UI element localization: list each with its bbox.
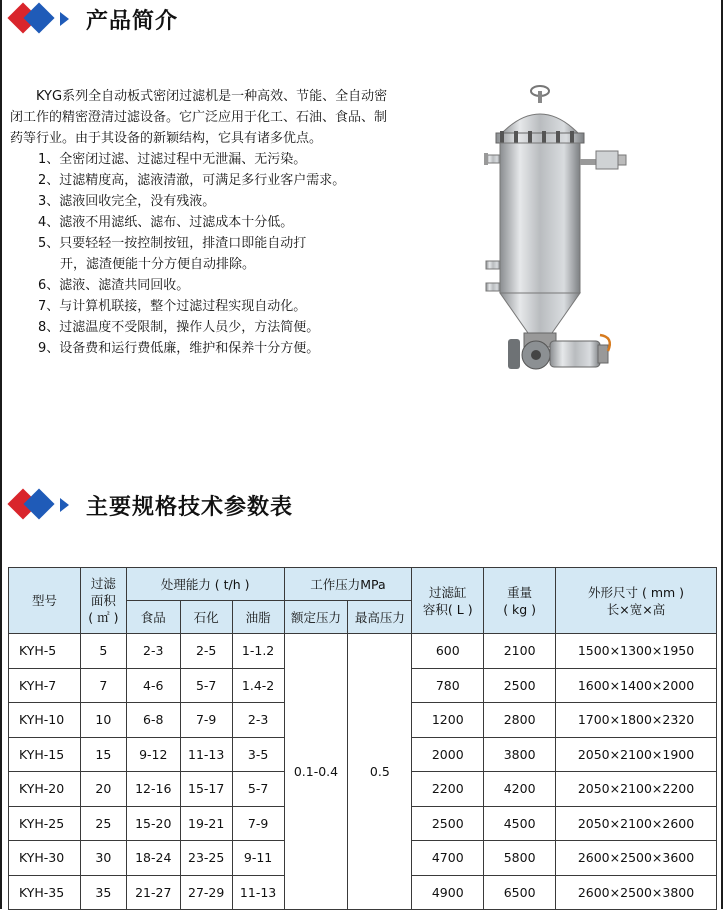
cell-petro: 15-17 <box>180 772 232 807</box>
cell-volume: 2200 <box>412 772 484 807</box>
advantage-item: 3、滤液回收完全，没有残液。 <box>38 194 216 209</box>
cell-weight: 6500 <box>484 875 556 910</box>
cell-volume: 1200 <box>412 703 484 738</box>
cell-petro: 7-9 <box>180 703 232 738</box>
cell-model: KYH-30 <box>9 841 81 876</box>
header-volume: 过滤缸 容积( L ) <box>412 568 484 634</box>
cell-weight: 3800 <box>484 737 556 772</box>
intro-text <box>10 86 390 359</box>
cell-dims: 2600×2500×3800 <box>556 875 717 910</box>
cell-food: 18-24 <box>126 841 180 876</box>
cell-food: 6-8 <box>126 703 180 738</box>
cell-petro: 23-25 <box>180 841 232 876</box>
cell-model: KYH-15 <box>9 737 81 772</box>
header-max-pressure: 最高压力 <box>348 601 412 634</box>
cell-petro: 19-21 <box>180 806 232 841</box>
cell-area: 20 <box>80 772 126 807</box>
cell-oil: 1.4-2 <box>232 668 284 703</box>
header-pressure: 工作压力MPa <box>284 568 412 601</box>
cell-dims: 2050×2100×1900 <box>556 737 717 772</box>
cell-dims: 1500×1300×1950 <box>556 634 717 669</box>
advantage-item: 9、设备费和运行费低廉，维护和保养十分方便。 <box>38 341 320 356</box>
cell-area: 25 <box>80 806 126 841</box>
cell-model: KYH-35 <box>9 875 81 910</box>
section-heading-intro <box>8 2 178 36</box>
advantage-item: 2、过滤精度高，滤液清澈，可满足多行业客户需求。 <box>38 173 346 188</box>
cell-food: 2-3 <box>126 634 180 669</box>
advantage-list <box>10 149 390 359</box>
cell-weight: 2500 <box>484 668 556 703</box>
advantage-item: 5、只要轻轻一按控制按钮，排渣口即能自动打 开，滤渣便能十分方便自动排除。 <box>38 236 307 272</box>
spec-table-body <box>9 634 717 910</box>
cell-volume: 4700 <box>412 841 484 876</box>
cell-petro: 11-13 <box>180 737 232 772</box>
cell-model: KYH-5 <box>9 634 81 669</box>
cell-dims: 1700×1800×2320 <box>556 703 717 738</box>
advantage-item: 4、滤液不用滤纸、滤布、过滤成本十分低。 <box>38 215 294 230</box>
table-row <box>9 634 717 669</box>
cell-weight: 5800 <box>484 841 556 876</box>
diamond-bullet-icon <box>8 488 70 522</box>
cell-oil: 9-11 <box>232 841 284 876</box>
cell-max-pressure: 0.5 <box>348 634 412 910</box>
cell-petro: 27-29 <box>180 875 232 910</box>
cell-model: KYH-10 <box>9 703 81 738</box>
cell-model: KYH-25 <box>9 806 81 841</box>
cell-volume: 2000 <box>412 737 484 772</box>
cell-oil: 11-13 <box>232 875 284 910</box>
advantage-item: 1、全密闭过滤、过滤过程中无泄漏、无污染。 <box>38 152 307 167</box>
header-model: 型号 <box>9 568 81 634</box>
cell-dims: 2600×2500×3600 <box>556 841 717 876</box>
advantage-item: 8、过滤温度不受限制，操作人员少，方法简便。 <box>38 320 320 335</box>
cell-area: 35 <box>80 875 126 910</box>
cell-food: 4-6 <box>126 668 180 703</box>
header-area: 过滤 面积 ( ㎡ ) <box>80 568 126 634</box>
diamond-bullet-icon <box>8 2 70 36</box>
cell-volume: 2500 <box>412 806 484 841</box>
cell-dims: 2050×2100×2600 <box>556 806 717 841</box>
header-cap-food: 食品 <box>126 601 180 634</box>
cell-dims: 1600×1400×2000 <box>556 668 717 703</box>
cell-weight: 4500 <box>484 806 556 841</box>
cell-model: KYH-20 <box>9 772 81 807</box>
cell-weight: 4200 <box>484 772 556 807</box>
cell-food: 15-20 <box>126 806 180 841</box>
cell-weight: 2100 <box>484 634 556 669</box>
cell-area: 10 <box>80 703 126 738</box>
cell-area: 7 <box>80 668 126 703</box>
cell-petro: 2-5 <box>180 634 232 669</box>
cell-rated-pressure: 0.1-0.4 <box>284 634 348 910</box>
header-dimensions: 外形尺寸 ( mm ) 长×宽×高 <box>556 568 717 634</box>
cell-oil: 3-5 <box>232 737 284 772</box>
intro-paragraph: KYG系列全自动板式密闭过滤机是一种高效、节能、全自动密闭工作的精密澄清过滤设备。它广泛应用于化工、石油、食品、制药等行业。由于其设备的新颖结构，它具有诸多优点。 <box>10 89 388 146</box>
cell-area: 5 <box>80 634 126 669</box>
header-weight: 重量 ( kg ) <box>484 568 556 634</box>
header-cap-oil: 油脂 <box>232 601 284 634</box>
header-rated-pressure: 额定压力 <box>284 601 348 634</box>
advantage-item: 6、滤液、滤渣共同回收。 <box>38 278 190 293</box>
cell-food: 9-12 <box>126 737 180 772</box>
cell-volume: 780 <box>412 668 484 703</box>
spec-table <box>8 567 717 910</box>
cell-area: 30 <box>80 841 126 876</box>
advantage-item: 7、与计算机联接，整个过滤过程实现自动化。 <box>38 299 307 314</box>
header-capacity: 处理能力 ( t/h ) <box>126 568 284 601</box>
cell-area: 15 <box>80 737 126 772</box>
cell-dims: 2050×2100×2200 <box>556 772 717 807</box>
cell-oil: 5-7 <box>232 772 284 807</box>
section-heading-specs <box>8 488 293 522</box>
cell-petro: 5-7 <box>180 668 232 703</box>
cell-volume: 600 <box>412 634 484 669</box>
cell-food: 12-16 <box>126 772 180 807</box>
cell-model: KYH-7 <box>9 668 81 703</box>
section-title: 产品简介 <box>86 8 179 34</box>
cell-volume: 4900 <box>412 875 484 910</box>
cell-oil: 7-9 <box>232 806 284 841</box>
header-cap-petro: 石化 <box>180 601 232 634</box>
filter-machine-image <box>478 75 628 375</box>
cell-oil: 1-1.2 <box>232 634 284 669</box>
cell-oil: 2-3 <box>232 703 284 738</box>
section-title: 主要规格技术参数表 <box>86 494 294 520</box>
cell-weight: 2800 <box>484 703 556 738</box>
cell-food: 21-27 <box>126 875 180 910</box>
